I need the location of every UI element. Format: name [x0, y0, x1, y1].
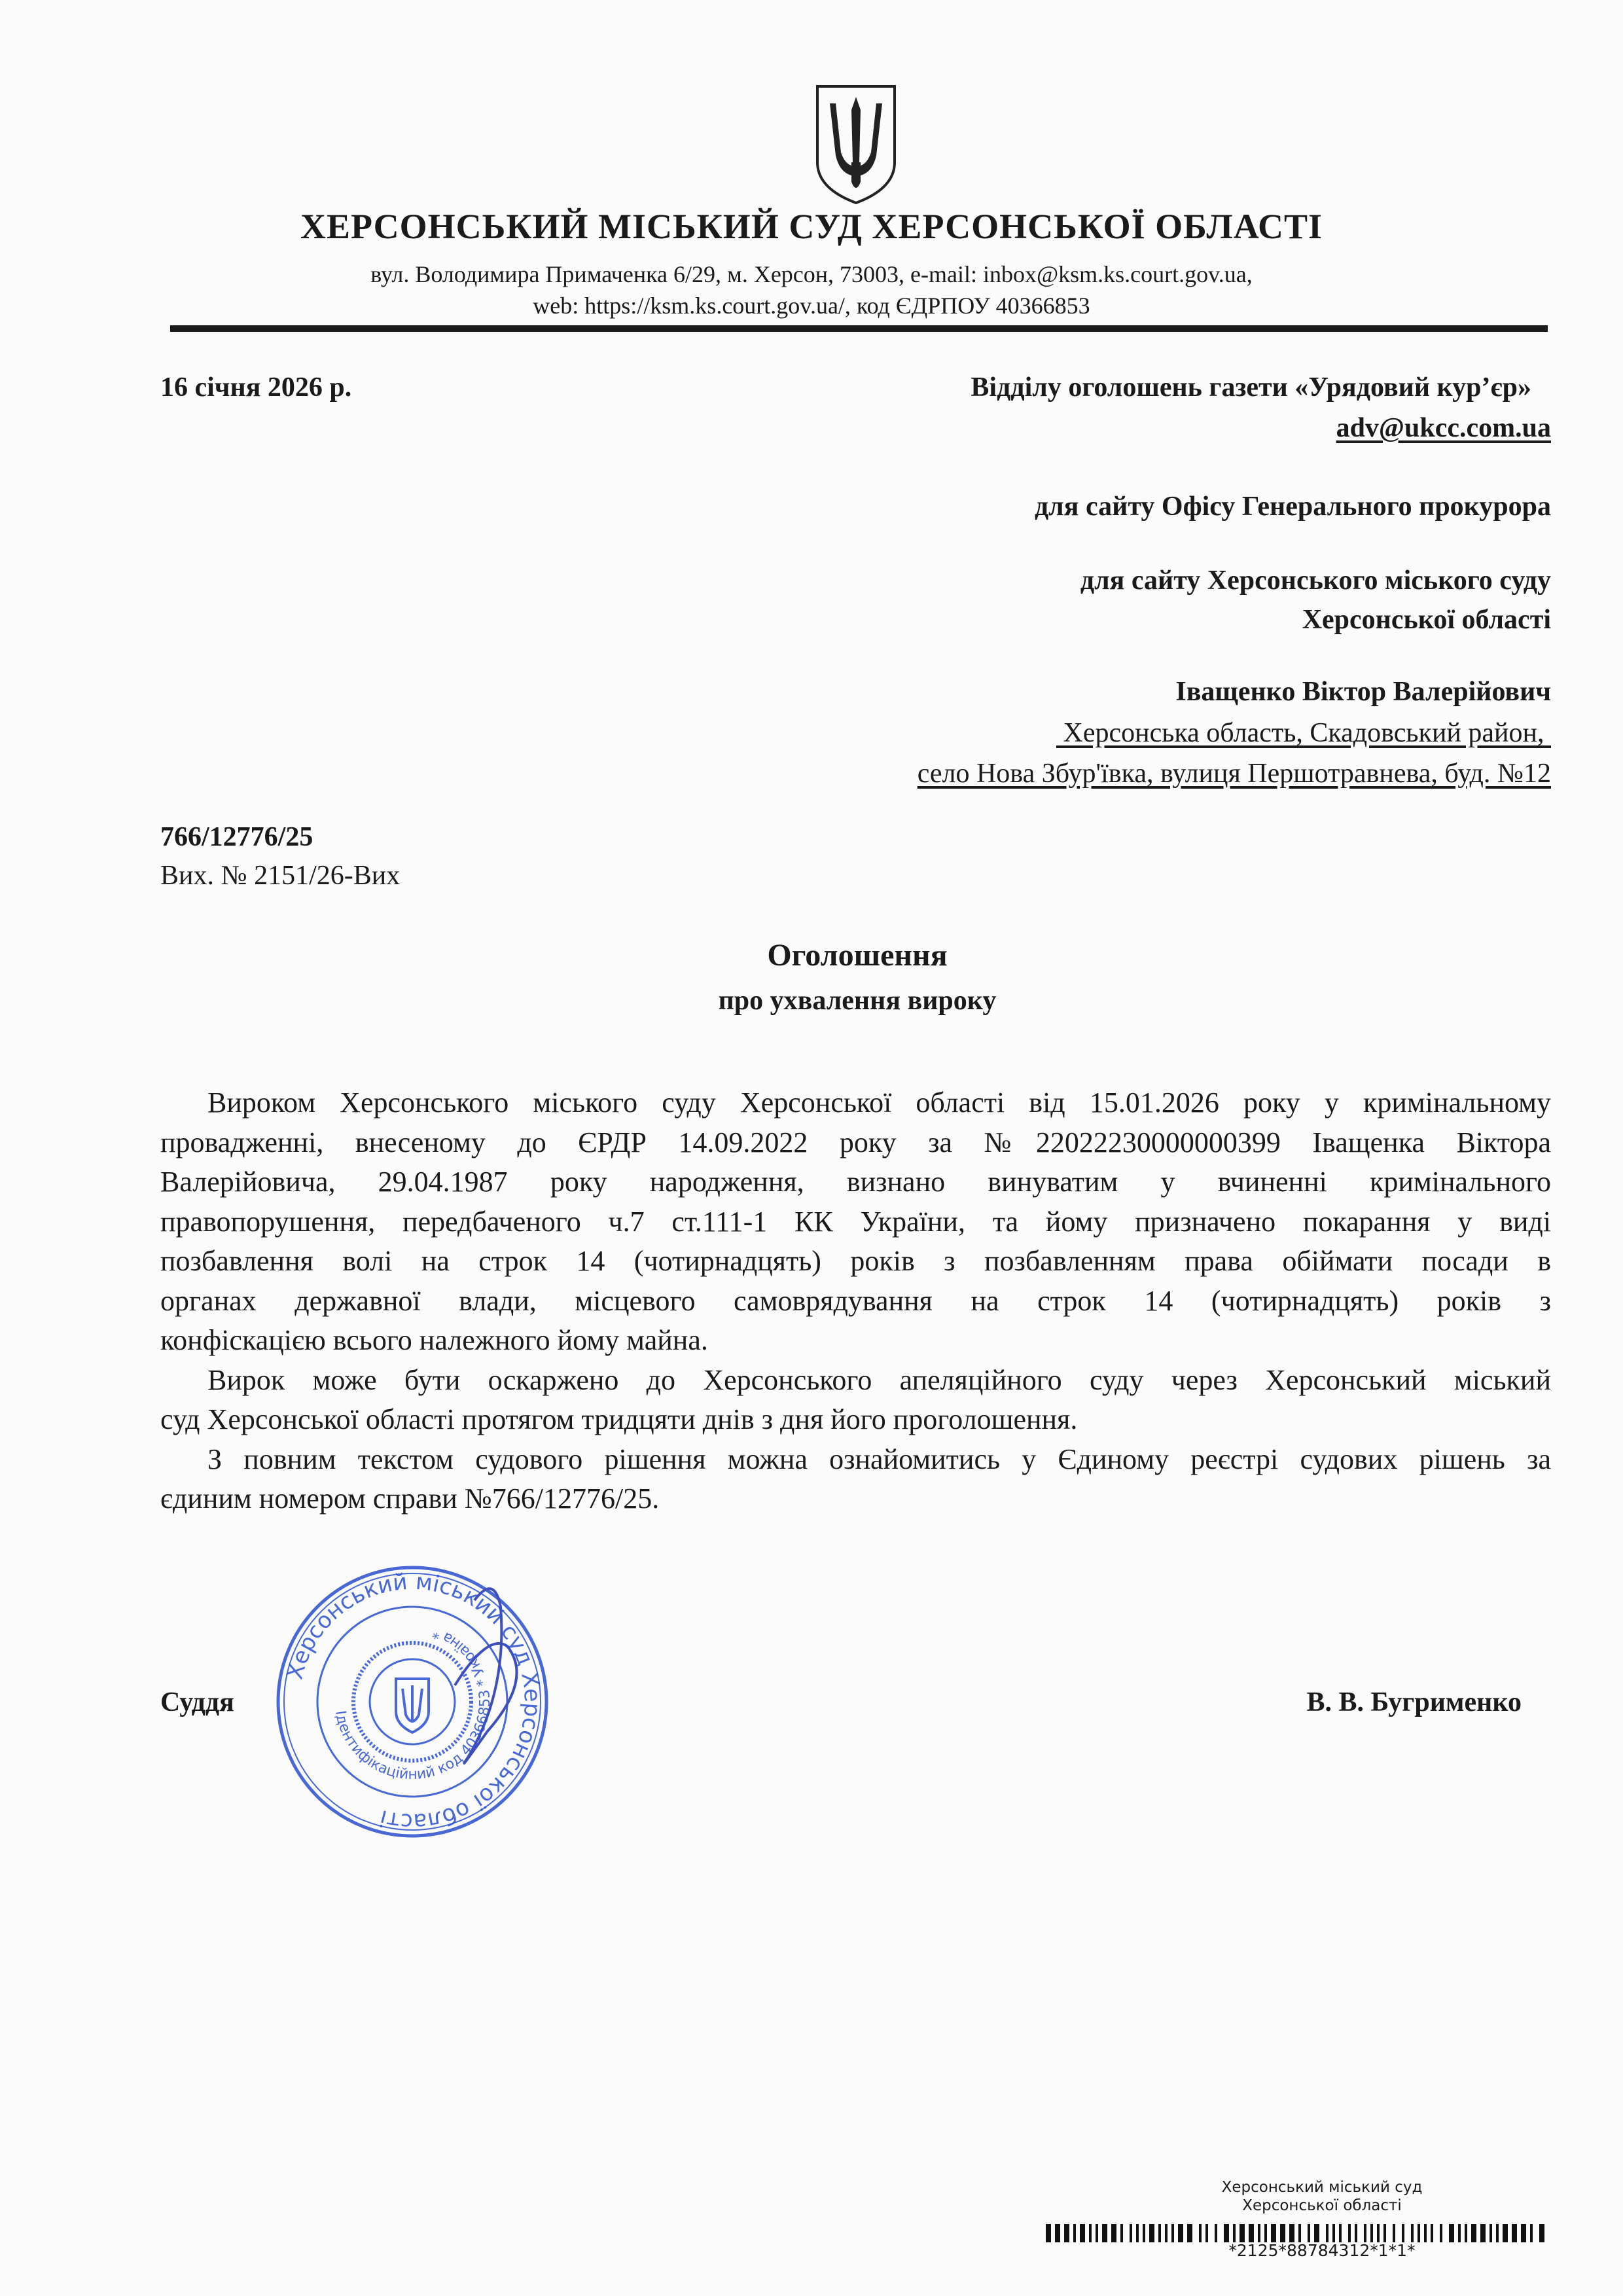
body-line: провадженні, внесеному до ЄРДР 14.09.2022 року за №22022230000000399 Іващенка Віктора	[160, 1126, 1551, 1158]
body-line: позбавлення волі на строк 14 (чотирнадцять) років з позбавленням права обіймати посади в	[160, 1245, 1551, 1277]
barcode-bar	[1471, 2224, 1476, 2242]
barcode-bar	[1370, 2224, 1373, 2242]
barcode-bar	[1205, 2224, 1208, 2242]
stamp-inner-text: Ідентифікаційний код 40366853 * Україна *	[331, 1624, 494, 1784]
barcode-bar	[1064, 2224, 1069, 2242]
recipient-newspaper: Відділу оголошень газети «Урядовий кур’єр»	[971, 372, 1531, 403]
barcode-bar	[1233, 2224, 1236, 2242]
barcode-bar	[1298, 2224, 1301, 2242]
barcode-bar	[1339, 2224, 1342, 2242]
barcode-bar	[1130, 2224, 1132, 2242]
barcode-bar	[1080, 2224, 1085, 2242]
barcode-bar	[1424, 2224, 1427, 2242]
barcode-bar	[1393, 2224, 1395, 2242]
barcode-bar	[1465, 2224, 1467, 2242]
barcode-bar	[1149, 2224, 1154, 2242]
barcode-bar	[1089, 2224, 1092, 2242]
court-seal	[259, 1561, 566, 1849]
barcode-bar	[1289, 2224, 1294, 2242]
barcode-bar	[1521, 2224, 1526, 2242]
barcode-bar	[1326, 2224, 1329, 2242]
body-line: Вирок може бути оскаржено до Херсонського апеляційного суду через Херсонський міський	[207, 1363, 1551, 1396]
barcode-bar	[1402, 2224, 1404, 2242]
barcode-bar	[1489, 2224, 1492, 2242]
judge-label: Суддя	[160, 1687, 234, 1717]
barcode-bar	[1215, 2224, 1217, 2242]
body-line: З повним текстом судового рішення можна ознайомитись у Єдиному реєстрі судових рішень за	[207, 1443, 1551, 1475]
barcode-bar	[1165, 2224, 1168, 2242]
recipient-prosecutor: для сайту Офісу Генерального прокурора	[1034, 492, 1551, 522]
barcode-bar	[1096, 2224, 1098, 2242]
document-date: 16 січня 2026 р.	[160, 372, 352, 403]
barcode-bar	[1512, 2224, 1517, 2242]
barcode-bar	[1136, 2224, 1139, 2242]
barcode-bar	[1280, 2224, 1285, 2242]
barcode-bar	[1073, 2224, 1076, 2242]
body-line: конфіскацією всього належного йому майна.	[160, 1324, 708, 1356]
barcode-bar	[1224, 2224, 1229, 2242]
notice-subtitle: про ухвалення вироку	[718, 986, 997, 1016]
barcode-bar	[1264, 2224, 1267, 2242]
barcode-bar	[1530, 2224, 1533, 2242]
recipient-court-site-region: Херсонської області	[1302, 605, 1551, 635]
barcode-bar	[1383, 2224, 1386, 2242]
header-divider	[170, 325, 1548, 332]
barcode-bar	[1143, 2224, 1145, 2242]
recipient-person-address-1: Херсонська область, Скадовський район,	[1056, 718, 1551, 748]
barcode-bar	[1348, 2224, 1351, 2242]
judge-name: В. В. Бугрименко	[1306, 1687, 1522, 1717]
barcode-bar	[1111, 2224, 1116, 2242]
footer-line-2: Херсонської області	[1242, 2197, 1402, 2214]
barcode-bar	[1308, 2224, 1310, 2242]
body-line: органах державної влади, місцевого самоврядування на строк 14 (чотирнадцять) років з	[160, 1284, 1551, 1317]
barcode-bar	[1158, 2224, 1161, 2242]
stamp-outer-text: Херсонський міський суд Херсонської області	[281, 1568, 546, 1835]
barcode-bar	[1332, 2224, 1335, 2242]
barcode-bar	[1120, 2224, 1123, 2242]
body-line: правопорушення, передбаченого ч.7 ст.111-1 КК України, та йому призначено покарання у виді	[160, 1205, 1551, 1238]
body-line: суд Херсонської області протягом тридцяти днів з дня його проголошення.	[160, 1403, 1078, 1435]
barcode-bar	[1271, 2224, 1276, 2242]
body-line: Валерійовича, 29.04.1987 року народження, визнано винуватим у вчиненні кримінального	[160, 1166, 1551, 1198]
outgoing-number: Вих. № 2151/26-Вих	[160, 861, 401, 891]
barcode-bar	[1411, 2224, 1414, 2242]
barcode-bar	[1431, 2224, 1433, 2242]
registry-footer	[1139, 2178, 1505, 2215]
barcode-bar	[1171, 2224, 1174, 2242]
barcode-bar	[1480, 2224, 1486, 2242]
barcode-bar	[1314, 2224, 1319, 2242]
court-name: ХЕРСОНСЬКИЙ МІСЬКИЙ СУД ХЕРСОНСЬКОЇ ОБЛАСТІ	[300, 207, 1323, 246]
notice-body	[160, 1083, 1551, 1519]
barcode-bar	[1449, 2224, 1454, 2242]
barcode-bar	[1503, 2224, 1508, 2242]
recipient-newspaper-email[interactable]: adv@ukcc.com.ua	[1336, 413, 1551, 443]
barcode-bar	[1178, 2224, 1183, 2242]
barcode-bar	[1440, 2224, 1442, 2242]
body-line: єдиним номером справи №766/12776/25.	[160, 1482, 660, 1515]
barcode-bar	[1364, 2224, 1366, 2242]
court-address: вул. Володимира Примаченка 6/29, м. Херсон, 73003, e-mail: inbox@ksm.ks.court.gov.ua,	[370, 261, 1253, 287]
barcode-bar	[1187, 2224, 1192, 2242]
barcode-bar	[1377, 2224, 1380, 2242]
recipient-person-name: Іващенко Віктор Валерійович	[1175, 677, 1551, 707]
recipient-person-address-2: село Нова Збур'ївка, вулиця Першотравнева, буд. №12	[917, 759, 1551, 789]
barcode-bar	[1258, 2224, 1260, 2242]
barcode-bar	[1539, 2224, 1544, 2242]
trident-icon	[813, 84, 899, 205]
barcode-bar	[1046, 2224, 1051, 2242]
barcode-bar	[1240, 2224, 1245, 2242]
barcode-number: *2125*88784312*1*1*	[1228, 2241, 1416, 2260]
barcode-bar	[1418, 2224, 1420, 2242]
barcode	[1046, 2224, 1550, 2242]
barcode-bar	[1199, 2224, 1202, 2242]
body-line: Вироком Херсонського міського суду Херсонської області від 15.01.2026 року у кримінальному	[207, 1086, 1551, 1119]
barcode-bar	[1355, 2224, 1357, 2242]
court-web: web: https://ksm.ks.court.gov.ua/, код ЄДРПОУ 40366853	[533, 293, 1090, 319]
barcode-bar	[1249, 2224, 1254, 2242]
footer-line-1: Херсонський міський суд	[1221, 2179, 1423, 2196]
barcode-bar	[1102, 2224, 1107, 2242]
notice-title: Оголошення	[767, 938, 948, 973]
barcode-bar	[1458, 2224, 1461, 2242]
barcode-bar	[1496, 2224, 1499, 2242]
barcode-bar	[1055, 2224, 1060, 2242]
recipient-court-site: для сайту Херсонського міського суду	[1080, 565, 1551, 596]
case-number: 766/12776/25	[160, 822, 313, 852]
